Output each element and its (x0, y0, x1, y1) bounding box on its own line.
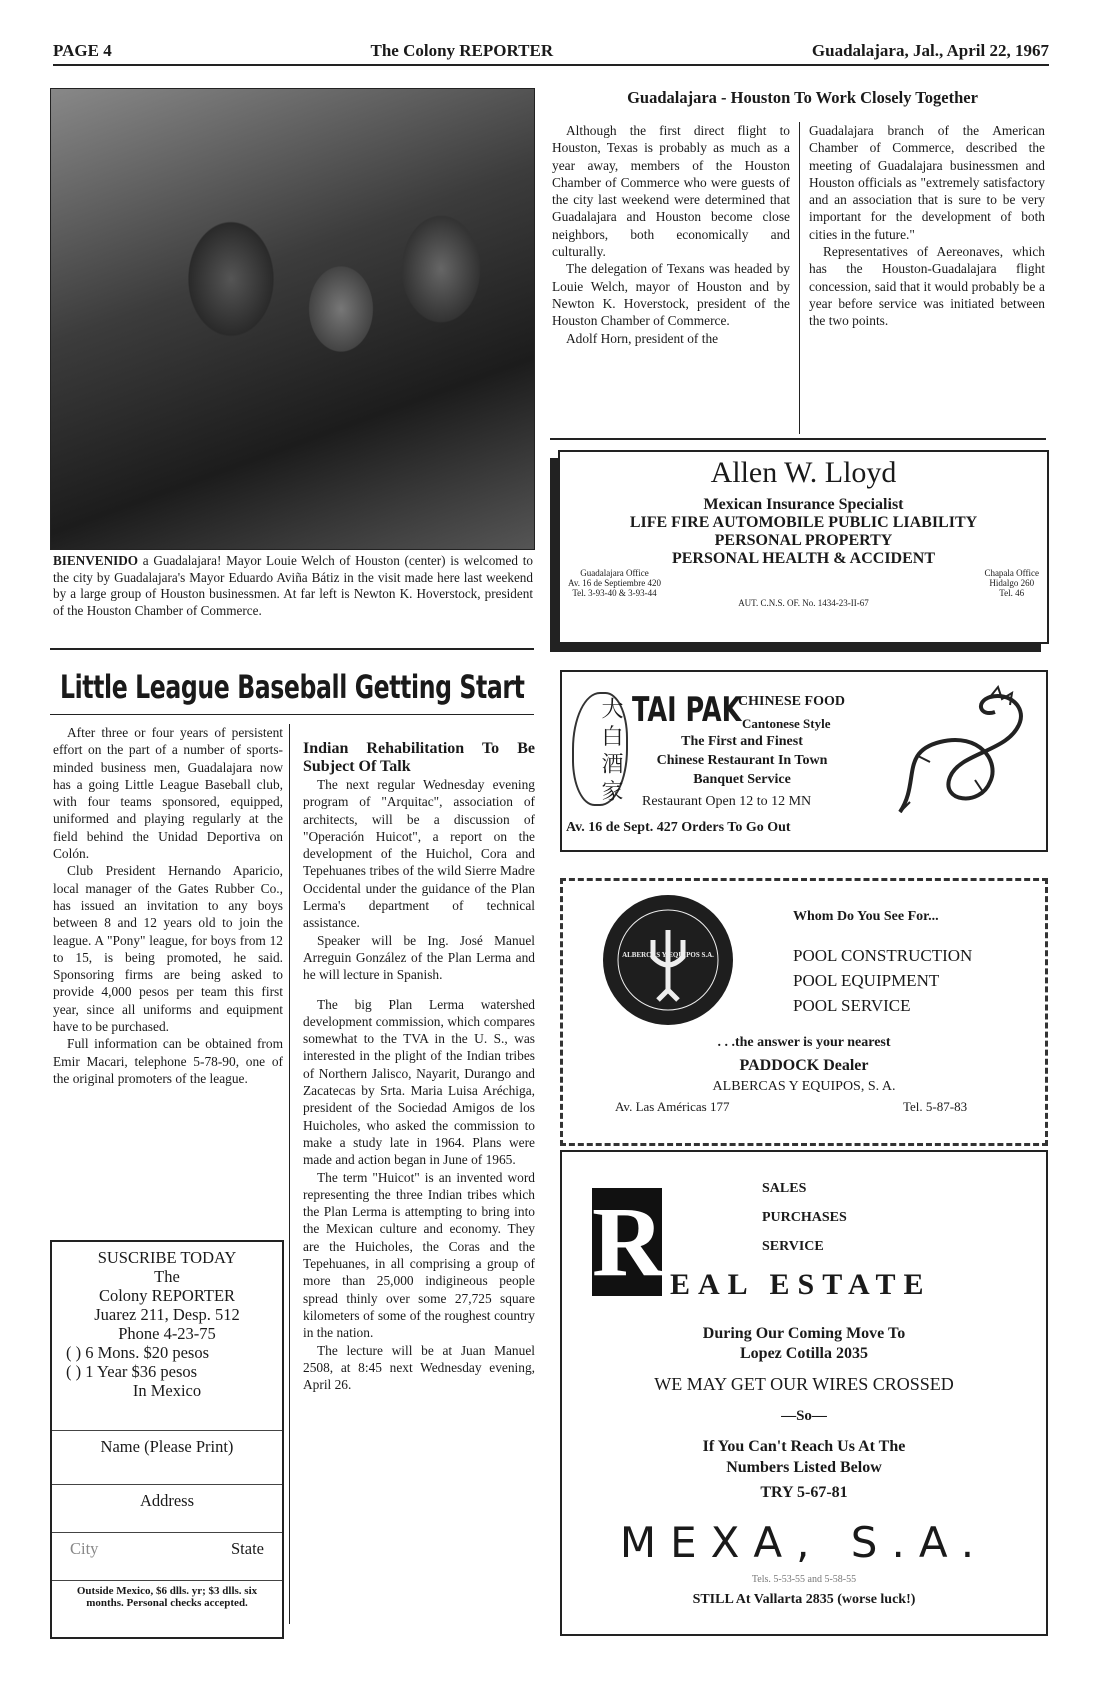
state-field[interactable]: State (231, 1539, 264, 1558)
lloyd-line: Mexican Insurance Specialist (703, 496, 904, 513)
name-field[interactable]: Name (Please Print) (52, 1430, 282, 1456)
re-still: STILL At Vallarta 2835 (worse luck!) (692, 1592, 916, 1607)
re-title: EAL ESTATE (670, 1268, 932, 1301)
re-line: During Our Coming Move To (702, 1325, 906, 1342)
paragraph: Guadalajara branch of the American Chamber of Commerce, described the meeting of Guadalajara businessmen and Houston officials as "extremely satisfactory and an association that is sure to be very important for the development of both cities in the future." (809, 123, 1045, 242)
paragraph: The big Plan Lerma watershed development commission, which compares somewhat to the TVA in the U. S., was interested in the plight of the Indian tribes of Northern Jalisco, Nayarit, Durango and Zacatecas by Srta. Maria Luisa Aréchiga, president of the Sociedad Amigos de los Huicholes, who asked the commission to make a study late in 1964. Plans were made and action began in June of 1965. (303, 996, 535, 1168)
taipak-address: Av. 16 de Sept. 427 Orders To Go Out (566, 820, 791, 835)
lloyd-office-right (984, 568, 1039, 598)
office-tel: Tel. 46 (999, 588, 1025, 598)
office-label: Guadalajara Office (580, 568, 649, 578)
re-wires: WE MAY GET OUR WIRES CROSSED (654, 1374, 954, 1394)
houston-col-1 (552, 122, 790, 347)
caption-text: a Guadalajara! Mayor Louie Welch of Houston (center) is welcomed to the city by Guadalajara's Mayor Eduardo Aviña Bátiz in the visit made here last weekend by a large group of Houston businessmen. At far left is Newton K. Hoverstock, president of the Houston Chamber of Commerce. (53, 553, 533, 618)
taipak-hours: Restaurant Open 12 to 12 MN (642, 794, 812, 809)
divider (50, 648, 534, 650)
paragraph: Adolf Horn, president of the (566, 330, 719, 346)
houston-headline: Guadalajara - Houston To Work Closely Together (627, 88, 978, 107)
re-brand: MEXA, S.A. (619, 1518, 989, 1567)
subscribe-line: Phone 4-23-75 (118, 1324, 216, 1343)
pool-service: POOL SERVICE (793, 996, 911, 1015)
subscribe-line: Juarez 211, Desp. 512 (94, 1305, 240, 1324)
pool-company: ALBERCAS Y EQUIPOS, S. A. (712, 1079, 896, 1094)
paragraph: Although the first direct flight to Houston, Texas is probably as much as a year away, members of the Houston Chamber of Commerce who were guests of the city last weekend were determined that Guadalajara and Houston become close neighbors, both economically and culturally. (552, 123, 790, 260)
photo-caption (53, 553, 533, 619)
taipak-line: The First and Finest (681, 734, 803, 749)
pool-services (793, 943, 972, 1018)
lloyd-line: PERSONAL HEALTH & ACCIDENT (671, 550, 936, 567)
page-header (53, 38, 1049, 66)
office-tel: Tel. 3-93-40 & 3-93-44 (572, 588, 657, 598)
paragraph: Speaker will be Ing. José Manuel Arreguin González of the Plan Lerma and he will lecture in Spanish. (303, 932, 535, 983)
option-1-year[interactable]: ( ) 1 Year $36 pesos (66, 1362, 198, 1381)
paragraph: Club President Hernando Aparicio, local manager of the Gates Rubber Co., has issued an invitation to any boys between 8 and 12 years old to join the league. A "Pony" league, for boys from 12 to 15, is being promoted, he said. Sponsoring firms are being asked to provide 4,000 pesos per team this first year, since all uniforms and equipment have to be purchased. (53, 863, 283, 1035)
office-label: Chapala Office (984, 568, 1039, 578)
taipak-style: Cantonese Style (742, 716, 831, 731)
ad-pool (560, 878, 1048, 1146)
ad-realestate (560, 1150, 1048, 1636)
pool-logo (603, 895, 733, 1025)
lloyd-line: PERSONAL PROPERTY (714, 532, 893, 549)
address-field[interactable]: Address (52, 1484, 282, 1510)
ad-lloyd (558, 450, 1049, 644)
paragraph: Representatives of Aereonaves, which has the Houston-Guadalajara flight concession, said that it would probably be a year before service was initiated between the two points. (809, 244, 1045, 329)
lloyd-license: AUT. C.N.S. OF. No. 1434-23-II-67 (738, 598, 869, 608)
paragraph: The next regular Wednesday evening program of "Arquitac", association of architects, will be a discussion of "Operación Huicot", a report on the development of the Huichol, Cora and Tepehuanes tribes of the wild Sierre Madre Occidental under the guidance of the Plan Lerma's department of technical assistance. (303, 777, 535, 931)
chinese-characters: 大 白 酒 家 (572, 692, 628, 806)
re-move (562, 1324, 1046, 1364)
pool-question: Whom Do You See For... (793, 909, 939, 924)
option-6-months[interactable]: ( ) 6 Mons. $20 pesos (66, 1343, 209, 1362)
lloyd-offices (560, 568, 1047, 598)
city-state-row (52, 1532, 282, 1558)
divider (50, 714, 534, 715)
column-divider (799, 122, 800, 434)
divider (550, 438, 1046, 440)
re-line: Numbers Listed Below (726, 1459, 882, 1476)
taipak-name: TAI PAK (632, 690, 742, 730)
lloyd-line: LIFE FIRE AUTOMOBILE PUBLIC LIABILITY (629, 514, 978, 531)
page-number: PAGE 4 (53, 41, 112, 60)
pool-address: Av. Las Américas 177 (615, 1099, 730, 1114)
lloyd-office-left (568, 568, 661, 598)
dragon-icon (880, 682, 1040, 832)
lloyd-name: Allen W. Lloyd (710, 456, 897, 489)
subscribe-line: Colony REPORTER (98, 1286, 236, 1305)
newspaper-name: The Colony REPORTER (370, 41, 554, 60)
paragraph: Full information can be obtained from Emir Macari, telephone 5-78-90, one of the original promoters of the league. (53, 1036, 283, 1086)
paragraph: The lecture will be at Juan Manuel 2508, at 8:45 next Wednesday evening, April 26. (303, 1342, 535, 1393)
paragraph: After three or four years of persistent effort on the part of a number of sports-minded business men, Guadalajara now has a going Little League Baseball club, with four teams sponsored, equipped, uniformed and playing regularly at the field behind the Unidad Deportiva on Colón. (53, 725, 283, 862)
re-so: —So— (781, 1408, 827, 1424)
pool-dealer: PADDOCK Dealer (739, 1057, 869, 1074)
baseball-story (53, 724, 283, 1087)
trident-icon (603, 895, 733, 1025)
taipak-cuisine: CHINESE FOOD (738, 694, 845, 709)
taipak-details (632, 732, 852, 789)
re-reach (562, 1436, 1046, 1503)
re-line: TRY 5-67-81 (760, 1484, 848, 1501)
baseball-headline: Little League Baseball Getting Start (60, 668, 525, 706)
office-address: Av. 16 de Septiembre 420 (568, 578, 661, 588)
dateline: Guadalajara, Jal., April 22, 1967 (811, 41, 1049, 60)
taipak-line: Chinese Restaurant In Town (656, 753, 828, 768)
re-tels: Tels. 5-53-55 and 5-58-55 (751, 1574, 857, 1585)
in-mexico-note: In Mexico (132, 1381, 202, 1400)
subscribe-footer: Outside Mexico, $6 dlls. yr; $3 dlls. six months. Personal checks accepted. (52, 1580, 282, 1609)
pool-answer: . . .the answer is your nearest (717, 1035, 891, 1050)
paragraph: The term "Huicot" is an invented word representing the three Indian tribes which the Plan Lerma is attempting to bring into the Mexican culture and economy. They are the Huicholes, the Coras and the Tepehuanes, in all comprising a group of more than 25,000 indigineous people spread thinly over some 27,725 square kilometers of some of the roughest country in the nation. (303, 1169, 535, 1341)
ad-taipak (560, 670, 1048, 852)
subscribe-title: SUSCRIBE TODAY (97, 1248, 237, 1267)
indian-story (303, 740, 535, 1393)
re-line: If You Can't Reach Us At The (702, 1438, 906, 1455)
subscribe-box (50, 1240, 284, 1639)
houston-col-2 (809, 122, 1045, 330)
pool-logo-text: ALBERCAS Y EQUIPOS S.A. (622, 951, 714, 959)
city-field[interactable]: City (70, 1539, 99, 1558)
indian-headline: Indian Rehabilitation To Be Subject Of Talk (303, 740, 535, 775)
re-services (762, 1174, 847, 1261)
re-service: PURCHASES (762, 1210, 847, 1225)
big-r-logo: R (592, 1186, 665, 1297)
re-line: Lopez Cotilla 2035 (740, 1345, 868, 1362)
caption-lead: BIENVENIDO (53, 553, 139, 568)
subscribe-line: The (154, 1267, 180, 1286)
pool-tel: Tel. 5-87-83 (903, 1099, 968, 1114)
paragraph: The delegation of Texans was headed by Louie Welch, mayor of Houston and by Newton K. Hoverstock, president of the Houston Chamber of Commerce. (552, 261, 790, 329)
pool-service: POOL EQUIPMENT (793, 971, 940, 990)
taipak-line: Banquet Service (693, 772, 791, 787)
column-divider (289, 724, 290, 1624)
office-address: Hidalgo 260 (989, 578, 1035, 588)
re-service: SALES (762, 1181, 807, 1196)
re-service: SERVICE (762, 1239, 824, 1254)
pool-service: POOL CONSTRUCTION (793, 946, 973, 965)
news-photo (50, 88, 535, 550)
